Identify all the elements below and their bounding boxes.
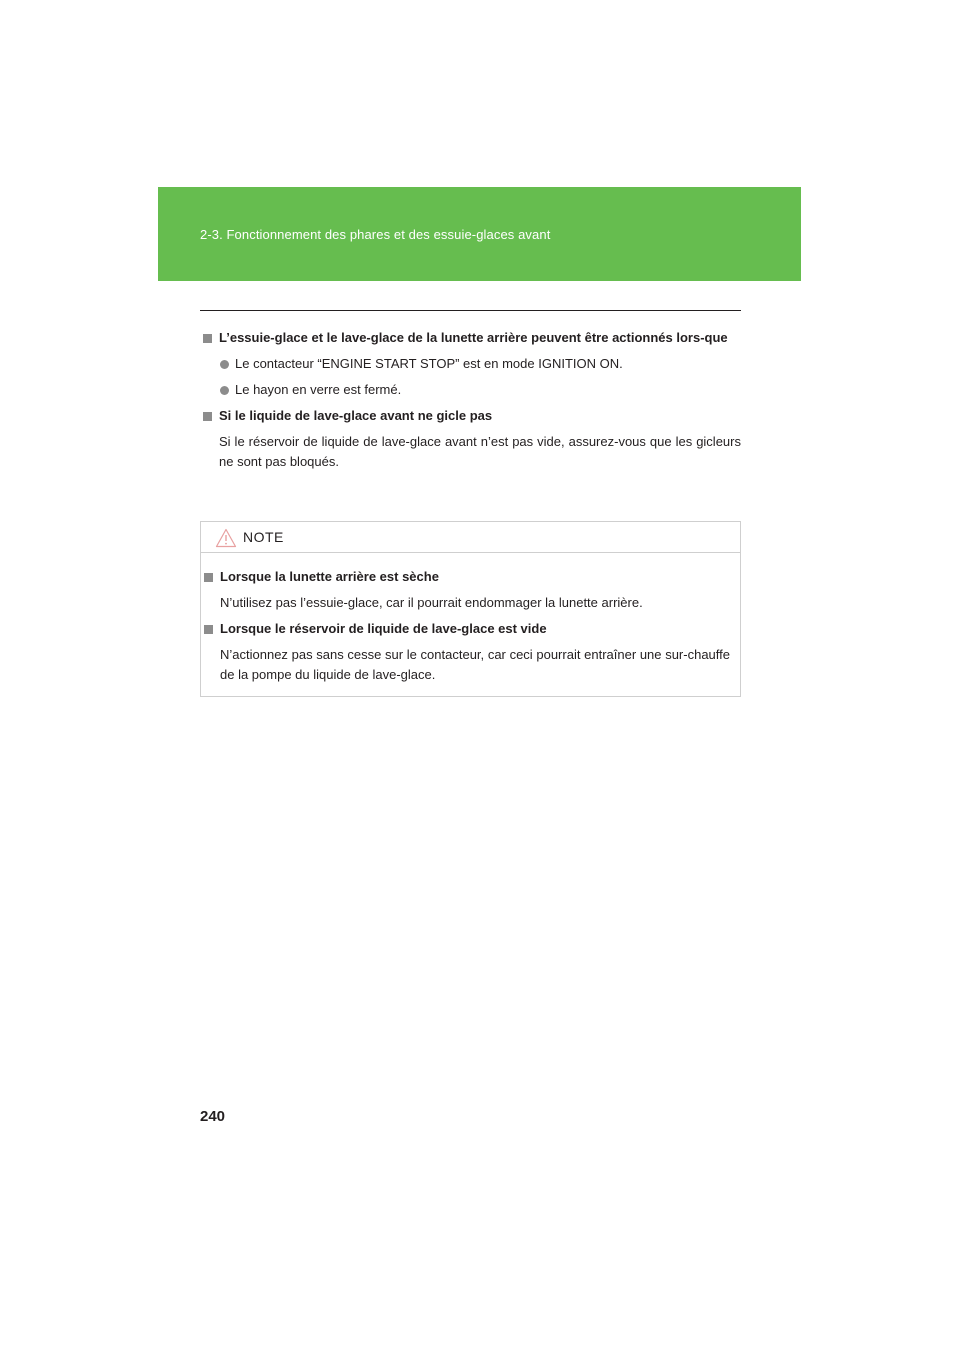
round-bullet-icon (220, 360, 229, 369)
info-heading-2: Si le liquide de lave-glace avant ne gicle pas (200, 406, 741, 426)
square-bullet-icon (204, 573, 213, 582)
square-bullet-icon (204, 625, 213, 634)
note-label: NOTE (243, 529, 284, 545)
info-bullet-1: Le contacteur “ENGINE START STOP” est en mode IGNITION ON. (200, 354, 741, 374)
square-bullet-icon (203, 412, 212, 421)
note-header (201, 522, 740, 553)
note-heading-2: Lorsque le réservoir de liquide de lave-glace est vide (201, 619, 730, 639)
note-body (201, 553, 740, 685)
note-paragraph-2: N’actionnez pas sans cesse sur le contacteur, car ceci pourrait entraîner une sur-chauffe de la pompe du liquide de lave-glace. (220, 647, 730, 682)
divider-rule (200, 310, 741, 311)
note-box (200, 521, 741, 697)
info-heading-1: L’essuie-glace et le lave-glace de la lunette arrière peuvent être actionnés lors-que (200, 328, 741, 348)
warning-triangle-icon (215, 528, 237, 548)
info-section (200, 328, 741, 472)
section-title: 2-3. Fonctionnement des phares et des essuie-glaces avant (200, 227, 551, 242)
info-paragraph-2: Si le réservoir de liquide de lave-glace avant n’est pas vide, assurez-vous que les gicleurs ne sont pas bloqués. (219, 434, 741, 469)
page-number: 240 (200, 1108, 226, 1125)
section-header-band (158, 187, 801, 281)
note-paragraph-1: N’utilisez pas l’essuie-glace, car il pourrait endommager la lunette arrière. (220, 595, 643, 610)
note-heading-1: Lorsque la lunette arrière est sèche (201, 567, 730, 587)
round-bullet-icon (220, 386, 229, 395)
info-bullet-2: Le hayon en verre est fermé. (200, 380, 741, 400)
square-bullet-icon (203, 334, 212, 343)
